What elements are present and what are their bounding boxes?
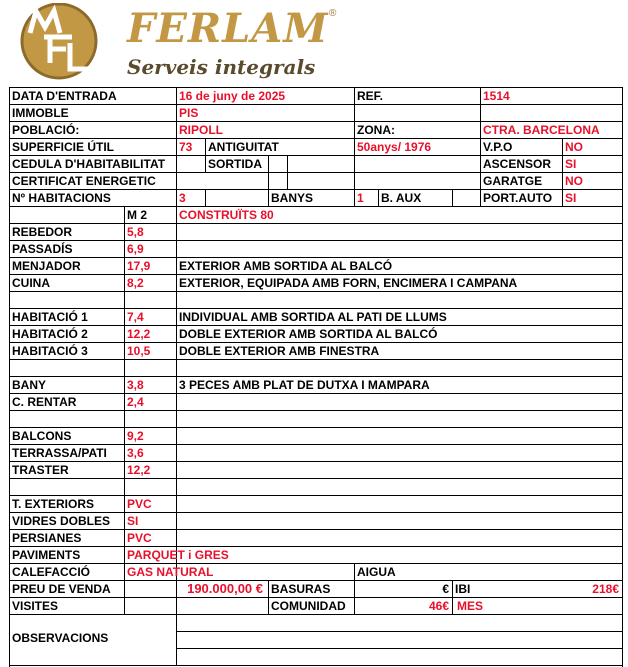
ferlam-monogram-icon (14, 3, 114, 81)
value-ibi: 218€ (592, 582, 619, 596)
room-label: TERRASSA/PATI (12, 446, 107, 460)
feature-value: PARQUET i GRES (127, 548, 229, 562)
property-form (9, 87, 623, 667)
room-m2: 3,6 (127, 446, 144, 460)
room-label: C. RENTAR (12, 395, 77, 409)
label-visites: VISITES (12, 599, 59, 613)
label-poblacio: POBLACIÓ: (12, 123, 80, 137)
feature-label: VIDRES DOBLES (12, 514, 111, 528)
feature-label: T. EXTERIORS (12, 497, 95, 511)
label-m2: M 2 (127, 208, 148, 222)
room-m2: 5,8 (127, 225, 144, 239)
feature-label: PAVIMENTS (12, 548, 81, 562)
room-m2: 9,2 (127, 429, 144, 443)
label-aigua: AIGUA (357, 565, 396, 579)
room-m2: 10,5 (127, 344, 151, 358)
room-label: REBEDOR (12, 225, 73, 239)
room-label: HABITACIÓ 1 (12, 310, 88, 324)
room-label: HABITACIÓ 3 (12, 344, 88, 358)
room-label: MENJADOR (12, 259, 81, 273)
room-label: HABITACIÓ 2 (12, 327, 88, 341)
room-description: EXTERIOR AMB SORTIDA AL BALCÓ (179, 259, 393, 273)
label-antiguitat: ANTIGUITAT (208, 140, 279, 154)
room-label: CUINA (12, 276, 50, 290)
room-label: BALCONS (12, 429, 72, 443)
value-ascensor: SI (565, 157, 577, 171)
room-m2: 6,9 (127, 242, 144, 256)
label-preu: PREU DE VENDA (12, 582, 111, 596)
label-calefaccio: CALEFACCIÓ (12, 565, 90, 579)
room-m2: 12,2 (127, 327, 151, 341)
room-m2: 7,4 (127, 310, 144, 324)
label-sortida: SORTIDA (208, 157, 262, 171)
brand-name: FERLAM (127, 5, 329, 52)
label-superficie: SUPERFICIE ÚTIL (12, 140, 115, 154)
label-garatge: GARATGE (483, 174, 543, 188)
value-zona: CTRA. BARCELONA (483, 123, 600, 137)
room-m2: 17,9 (127, 259, 151, 273)
label-cedula: CEDULA D'HABITABILITAT (12, 157, 166, 171)
value-immoble: PIS (179, 106, 199, 120)
value-habitacions: 3 (179, 191, 186, 205)
registered-mark: ® (329, 8, 337, 19)
value-poblacio: RIPOLL (179, 123, 223, 137)
value-preu: 190.000,00 € (187, 581, 263, 596)
label-vpo: V.P.O (483, 140, 513, 154)
label-ref: REF. (357, 89, 384, 103)
company-logo (14, 3, 344, 81)
label-certificat: CERTIFICAT ENERGETIC (12, 174, 156, 188)
value-construits: CONSTRUÏTS 80 (179, 208, 274, 222)
label-banys: BANYS (271, 191, 314, 205)
value-data-entrada: 16 de juny de 2025 (179, 89, 286, 103)
value-vpo: NO (565, 140, 583, 154)
value-ref: 1514 (483, 89, 510, 103)
label-ascensor: ASCENSOR (483, 157, 552, 171)
room-m2: 12,2 (127, 463, 151, 477)
value-comunidad-amount: 46€ (428, 599, 449, 613)
room-description: EXTERIOR, EQUIPADA AMB FORN, ENCIMERA I CAMPANA (179, 276, 518, 290)
room-description: INDIVIDUAL AMB SORTIDA AL PATI DE LLUMS (179, 310, 447, 324)
label-basuras: BASURAS (271, 582, 331, 596)
value-basuras-unit: € (442, 582, 449, 596)
room-label: BANY (12, 378, 47, 392)
label-habitacions: Nº HABITACIONS (12, 191, 111, 205)
value-calefaccio: GAS NATURAL (127, 565, 214, 579)
value-banys: 1 (357, 191, 364, 205)
value-antiguitat: 50anys/ 1976 (357, 140, 432, 154)
room-label: TRASTER (12, 463, 69, 477)
label-immoble: IMMOBLE (12, 106, 69, 120)
room-m2: 3,8 (127, 378, 144, 392)
feature-value: PVC (127, 497, 152, 511)
room-description: DOBLE EXTERIOR AMB FINESTRA (179, 344, 380, 358)
room-m2: 2,4 (127, 395, 144, 409)
label-ibi: IBI (455, 582, 471, 596)
brand-tagline: Serveis integrals (127, 55, 316, 79)
room-description: DOBLE EXTERIOR AMB SORTIDA AL BALCÓ (179, 327, 438, 341)
room-label: PASSADÍS (12, 242, 73, 256)
label-baux: B. AUX (381, 191, 422, 205)
value-garatge: NO (565, 174, 583, 188)
label-observacions: OBSERVACIONS (12, 631, 109, 645)
feature-label: PERSIANES (12, 531, 82, 545)
label-data-entrada: DATA D'ENTRADA (12, 89, 117, 103)
label-zona: ZONA: (357, 123, 395, 137)
label-portauto: PORT.AUTO (483, 191, 553, 205)
value-superficie: 73 (179, 140, 193, 154)
label-comunidad: COMUNIDAD (271, 599, 346, 613)
value-portauto: SI (565, 191, 577, 205)
value-comunidad-period: MES (457, 599, 484, 613)
feature-value: SI (127, 514, 139, 528)
feature-value: PVC (127, 531, 152, 545)
room-description: 3 PECES AMB PLAT DE DUTXA I MAMPARA (179, 378, 430, 392)
room-m2: 8,2 (127, 276, 144, 290)
